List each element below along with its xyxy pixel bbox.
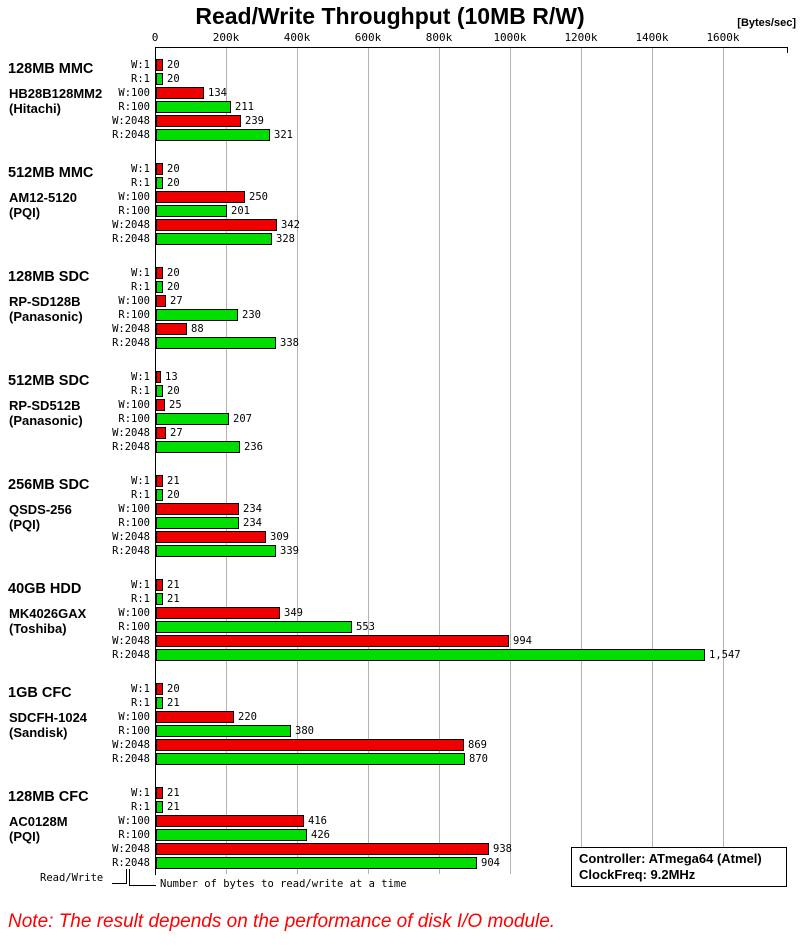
bar-value-label: 994 <box>513 635 532 647</box>
bar-row-label: R:100 <box>118 621 150 633</box>
read-throughput-bar <box>156 857 477 869</box>
bar-row <box>156 323 204 335</box>
read-throughput-bar <box>156 725 291 737</box>
bar-row <box>156 177 180 189</box>
read-throughput-bar <box>156 101 231 113</box>
legend-bytes-label: Number of bytes to read/write at a time <box>160 878 407 890</box>
bar-row-label: R:100 <box>118 101 150 113</box>
bar-value-label: 339 <box>280 545 299 557</box>
read-throughput-bar <box>156 129 270 141</box>
device-maker: (Panasonic) <box>9 309 83 324</box>
bar-value-label: 21 <box>167 593 180 605</box>
gridline <box>581 48 582 874</box>
bar-value-label: 234 <box>243 503 262 515</box>
bar-row-label: W:1 <box>131 475 150 487</box>
bar-row <box>156 163 180 175</box>
bar-row-label: W:2048 <box>112 739 150 751</box>
read-throughput-bar <box>156 649 705 661</box>
device-model: AM12-5120 <box>9 190 77 205</box>
device-group-title: 512MB SDC <box>8 373 90 389</box>
bar-value-label: 20 <box>167 489 180 501</box>
bar-value-label: 20 <box>167 267 180 279</box>
bar-row-label: R:100 <box>118 309 150 321</box>
device-maker: (PQI) <box>9 829 41 844</box>
device-model: RP-SD128B <box>9 294 81 309</box>
bar-value-label: 220 <box>238 711 257 723</box>
bar-row <box>156 683 180 695</box>
bar-value-label: 21 <box>167 801 180 813</box>
bar-value-label: 342 <box>281 219 300 231</box>
bar-row-label: W:1 <box>131 267 150 279</box>
device-maker: (PQI) <box>9 205 41 220</box>
write-throughput-bar <box>156 739 464 751</box>
bar-row <box>156 385 180 397</box>
bar-row <box>156 753 488 765</box>
bar-row <box>156 87 227 99</box>
bar-value-label: 349 <box>284 607 303 619</box>
device-group-title: 128MB MMC <box>8 61 94 77</box>
bar-row-label: R:2048 <box>112 441 150 453</box>
bar-row <box>156 815 327 827</box>
legend-bracket-read-write <box>112 869 127 884</box>
write-throughput-bar <box>156 295 166 307</box>
bar-row-label: W:2048 <box>112 635 150 647</box>
bar-row-label: W:1 <box>131 579 150 591</box>
write-throughput-bar <box>156 607 280 619</box>
bar-row-label: R:2048 <box>112 753 150 765</box>
device-model: SDCFH-1024 <box>9 710 88 725</box>
bar-row <box>156 295 183 307</box>
bar-row-label: R:100 <box>118 517 150 529</box>
bar-value-label: 553 <box>356 621 375 633</box>
bar-value-label: 134 <box>208 87 227 99</box>
write-throughput-bar <box>156 59 163 71</box>
bar-row-label: R:100 <box>118 829 150 841</box>
bar-row-label: R:2048 <box>112 857 150 869</box>
bar-value-label: 88 <box>191 323 204 335</box>
clockfreq-line: ClockFreq: 9.2MHz <box>579 867 696 882</box>
bar-row-label: W:100 <box>118 295 150 307</box>
bar-value-label: 21 <box>167 697 180 709</box>
device-model: RP-SD512B <box>9 398 81 413</box>
x-tick-label: 600k <box>354 31 382 44</box>
bar-row <box>156 309 261 321</box>
bar-value-label: 21 <box>167 787 180 799</box>
gridline <box>510 48 511 874</box>
x-tick-label: 1000k <box>493 31 527 44</box>
bar-value-label: 20 <box>167 385 180 397</box>
bar-row <box>156 59 180 71</box>
x-axis-end-tick <box>787 48 788 53</box>
read-throughput-bar <box>156 441 240 453</box>
bar-row <box>156 787 180 799</box>
bar-row <box>156 441 263 453</box>
bar-row <box>156 843 512 855</box>
device-group-title: 128MB SDC <box>8 269 90 285</box>
bar-row <box>156 475 180 487</box>
bar-row <box>156 191 268 203</box>
write-throughput-bar <box>156 711 234 723</box>
read-throughput-bar <box>156 517 239 529</box>
bar-row-label: R:2048 <box>112 233 150 245</box>
bar-row <box>156 621 375 633</box>
bar-row <box>156 371 178 383</box>
bar-row-label: R:2048 <box>112 649 150 661</box>
bar-row <box>156 531 289 543</box>
read-throughput-bar <box>156 309 238 321</box>
bar-row <box>156 517 262 529</box>
bar-value-label: 309 <box>270 531 289 543</box>
bar-row <box>156 649 741 661</box>
read-throughput-bar <box>156 801 163 813</box>
device-maker: (Sandisk) <box>9 725 68 740</box>
bar-row <box>156 739 487 751</box>
bar-row <box>156 115 264 127</box>
read-throughput-bar <box>156 205 227 217</box>
bar-row-label: R:1 <box>131 593 150 605</box>
write-throughput-bar <box>156 427 166 439</box>
bar-row-label: W:100 <box>118 607 150 619</box>
bar-value-label: 211 <box>235 101 254 113</box>
bar-value-label: 21 <box>167 579 180 591</box>
bar-row-label: W:2048 <box>112 531 150 543</box>
bar-row <box>156 219 300 231</box>
write-throughput-bar <box>156 635 509 647</box>
bar-row <box>156 413 252 425</box>
bar-value-label: 21 <box>167 475 180 487</box>
write-throughput-bar <box>156 399 165 411</box>
bar-row-label: R:100 <box>118 725 150 737</box>
bar-row <box>156 205 250 217</box>
write-throughput-bar <box>156 219 277 231</box>
bar-row-label: W:1 <box>131 371 150 383</box>
device-maker: (Toshiba) <box>9 621 67 636</box>
bar-value-label: 20 <box>167 163 180 175</box>
bar-row-label: R:1 <box>131 801 150 813</box>
read-throughput-bar <box>156 233 272 245</box>
bar-row <box>156 711 257 723</box>
axis-units-label: [Bytes/sec] <box>737 17 796 29</box>
bar-row-label: R:1 <box>131 73 150 85</box>
bar-row <box>156 281 180 293</box>
device-maker: (Hitachi) <box>9 101 61 116</box>
read-throughput-bar <box>156 829 307 841</box>
legend-bracket-bytes <box>129 869 156 886</box>
bar-row-label: R:100 <box>118 413 150 425</box>
device-group-title: 40GB HDD <box>8 581 82 597</box>
bar-value-label: 338 <box>280 337 299 349</box>
read-throughput-bar <box>156 413 229 425</box>
device-group-title: 128MB CFC <box>8 789 89 805</box>
bar-value-label: 27 <box>170 295 183 307</box>
device-model: AC0128M <box>9 814 68 829</box>
bar-row-label: R:1 <box>131 489 150 501</box>
device-group-title: 512MB MMC <box>8 165 94 181</box>
write-throughput-bar <box>156 267 163 279</box>
bar-row-label: W:100 <box>118 87 150 99</box>
bar-value-label: 25 <box>169 399 182 411</box>
bar-row-label: W:1 <box>131 163 150 175</box>
bar-row-label: R:2048 <box>112 129 150 141</box>
bar-row-label: W:2048 <box>112 115 150 127</box>
bar-row <box>156 101 254 113</box>
bar-value-label: 250 <box>249 191 268 203</box>
bar-value-label: 904 <box>481 857 500 869</box>
write-throughput-bar <box>156 503 239 515</box>
x-tick-label: 800k <box>425 31 453 44</box>
read-throughput-bar <box>156 337 276 349</box>
x-tick-label: 1400k <box>635 31 669 44</box>
write-throughput-bar <box>156 87 204 99</box>
bar-value-label: 201 <box>231 205 250 217</box>
bar-value-label: 416 <box>308 815 327 827</box>
bar-row-label: W:100 <box>118 503 150 515</box>
bar-row-label: W:1 <box>131 59 150 71</box>
bar-row <box>156 267 180 279</box>
bar-value-label: 234 <box>243 517 262 529</box>
device-model: QSDS-256 <box>9 502 72 517</box>
read-throughput-bar <box>156 621 352 633</box>
bar-row-label: W:2048 <box>112 843 150 855</box>
write-throughput-bar <box>156 323 187 335</box>
bar-row-label: R:100 <box>118 205 150 217</box>
read-throughput-bar <box>156 753 465 765</box>
bar-value-label: 27 <box>170 427 183 439</box>
bar-row-label: W:2048 <box>112 323 150 335</box>
bar-row <box>156 399 182 411</box>
bar-value-label: 938 <box>493 843 512 855</box>
bar-row-label: R:1 <box>131 281 150 293</box>
bar-value-label: 20 <box>167 281 180 293</box>
bar-row-label: W:100 <box>118 399 150 411</box>
bar-row <box>156 801 180 813</box>
bar-row-label: R:2048 <box>112 545 150 557</box>
write-throughput-bar <box>156 579 163 591</box>
write-throughput-bar <box>156 371 161 383</box>
bar-row-label: R:1 <box>131 697 150 709</box>
write-throughput-bar <box>156 475 163 487</box>
bar-row <box>156 503 262 515</box>
bar-value-label: 236 <box>244 441 263 453</box>
bar-value-label: 380 <box>295 725 314 737</box>
controller-info-box <box>571 847 787 887</box>
bar-row <box>156 607 303 619</box>
bar-value-label: 20 <box>167 177 180 189</box>
read-throughput-bar <box>156 281 163 293</box>
x-tick-label: 0 <box>151 31 159 44</box>
bar-row <box>156 129 293 141</box>
read-throughput-bar <box>156 73 163 85</box>
bar-row-label: R:1 <box>131 177 150 189</box>
bar-value-label: 230 <box>242 309 261 321</box>
bar-row <box>156 233 295 245</box>
bar-value-label: 328 <box>276 233 295 245</box>
x-tick-label: 1600k <box>706 31 740 44</box>
bar-row <box>156 857 500 869</box>
device-maker: (Panasonic) <box>9 413 83 428</box>
read-throughput-bar <box>156 697 163 709</box>
device-model: MK4026GAX <box>9 606 87 621</box>
controller-line: Controller: ATmega64 (Atmel) <box>579 851 762 866</box>
device-group-title: 256MB SDC <box>8 477 90 493</box>
device-group-title: 1GB CFC <box>8 685 72 701</box>
read-throughput-bar <box>156 489 163 501</box>
bar-row-label: W:100 <box>118 191 150 203</box>
bar-row-label: W:100 <box>118 815 150 827</box>
write-throughput-bar <box>156 787 163 799</box>
bar-row <box>156 635 532 647</box>
bar-row <box>156 489 180 501</box>
legend-read-write-label: Read/Write <box>40 872 104 884</box>
read-throughput-bar <box>156 385 163 397</box>
bar-row <box>156 593 180 605</box>
bar-row <box>156 725 314 737</box>
x-tick-label: 1200k <box>564 31 598 44</box>
write-throughput-bar <box>156 815 304 827</box>
bar-row <box>156 427 183 439</box>
bar-value-label: 20 <box>167 683 180 695</box>
x-axis-tick <box>155 48 156 53</box>
bar-row-label: W:2048 <box>112 219 150 231</box>
read-throughput-bar <box>156 177 163 189</box>
note-text: Note: The result depends on the performance of disk I/O module. <box>8 911 556 932</box>
bar-value-label: 239 <box>245 115 264 127</box>
bar-value-label: 870 <box>469 753 488 765</box>
bar-row-label: R:1 <box>131 385 150 397</box>
bar-value-label: 20 <box>167 73 180 85</box>
bar-row-label: W:1 <box>131 787 150 799</box>
bar-value-label: 207 <box>233 413 252 425</box>
bar-row-label: W:1 <box>131 683 150 695</box>
x-tick-label: 200k <box>212 31 240 44</box>
write-throughput-bar <box>156 683 163 695</box>
bar-row <box>156 697 180 709</box>
write-throughput-bar <box>156 531 266 543</box>
chart-title: Read/Write Throughput (10MB R/W) <box>195 3 585 29</box>
x-tick-label: 400k <box>283 31 311 44</box>
bar-row <box>156 337 299 349</box>
bar-value-label: 321 <box>274 129 293 141</box>
write-throughput-bar <box>156 115 241 127</box>
device-model: HB28B128MM2 <box>9 86 103 101</box>
write-throughput-bar <box>156 843 489 855</box>
read-throughput-bar <box>156 545 276 557</box>
gridline <box>652 48 653 874</box>
bar-value-label: 1,547 <box>709 649 741 661</box>
bar-row-label: R:2048 <box>112 337 150 349</box>
bar-row <box>156 545 299 557</box>
bar-value-label: 869 <box>468 739 487 751</box>
bar-row <box>156 73 180 85</box>
bar-value-label: 20 <box>167 59 180 71</box>
bar-row <box>156 579 180 591</box>
gridline <box>723 48 724 874</box>
read-throughput-bar <box>156 593 163 605</box>
write-throughput-bar <box>156 191 245 203</box>
bar-row <box>156 829 330 841</box>
bar-value-label: 13 <box>165 371 178 383</box>
bar-row-label: W:2048 <box>112 427 150 439</box>
bar-value-label: 426 <box>311 829 330 841</box>
write-throughput-bar <box>156 163 163 175</box>
bar-row-label: W:100 <box>118 711 150 723</box>
x-axis-line <box>155 47 788 48</box>
device-maker: (PQI) <box>9 517 41 532</box>
